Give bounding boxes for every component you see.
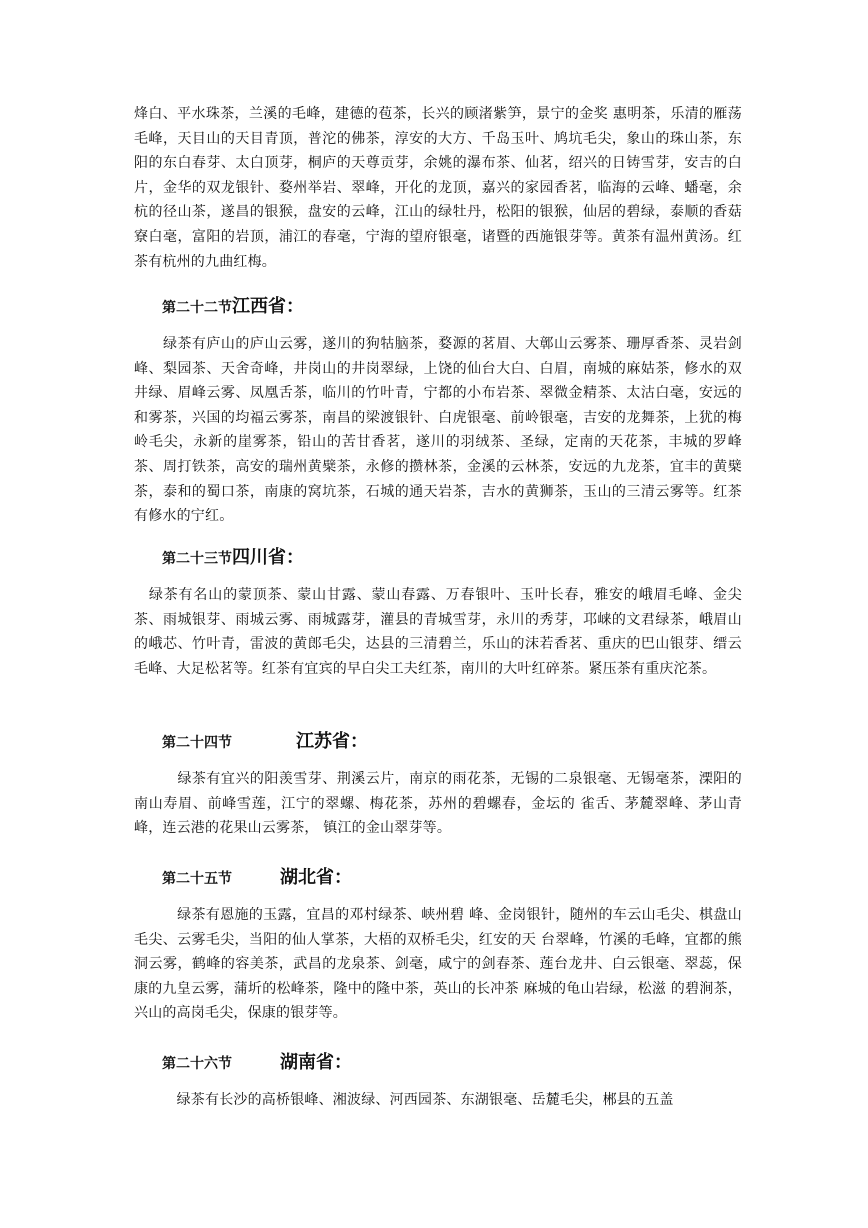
section-number: 第二十二节: [162, 300, 232, 316]
hubei-tea-paragraph: 绿茶有恩施的玉露，宜昌的邓村绿茶、峡州碧 峰、金岗银针，随州的车云山毛尖、棋盘山毛尖、云雾毛尖，当阳的仙人掌茶，大梧的双桥毛尖，红安的天 台翠峰，竹溪的毛峰，宜都的熊洞云雾，鹤峰的容美茶，武昌的龙泉茶、剑毫，咸宁的剑春茶、莲台龙井、白云银毫、翠蕊，保康的九皇云雾，蒲圻的松峰茶，隆中的隆中茶，英山的长冲茶 麻城的龟山岩绿，松滋 的碧涧茶，兴山的高岗毛尖，保康的银芽等。: [134, 907, 742, 1022]
province-name: 江西省：: [232, 296, 304, 317]
sichuan-tea-paragraph: 绿茶有名山的蒙顶茶、蒙山甘露、蒙山春露、万春银叶、玉叶长春，雅安的峨眉毛峰、金尖茶、雨城银芽、雨城云雾、雨城露芽，灌县的青城雪芽，永川的秀芽，邛崃的文君绿茶，峨眉山的峨芯、竹叶青，雷波的黄郎毛尖，达县的三清碧兰，乐山的沫若香茗、重庆的巴山银芽、缙云毛峰、大足松茗等。红茶有宜宾的早白尖工夫红茶，南川的大叶红碎茶。紧压茶有重庆沱茶。: [134, 587, 742, 677]
section-number: 第二十四节: [162, 735, 232, 751]
section-number: 第二十三节: [162, 551, 232, 567]
section-heading-23: [162, 546, 304, 571]
section-heading-24: [162, 730, 368, 755]
section-number: 第二十六节: [162, 1056, 232, 1072]
province-name: 四川省：: [232, 547, 304, 568]
hunan-tea-paragraph: 绿茶有长沙的高桥银峰、湘波绿、河西园茶、东湖银毫、岳麓毛尖，郴县的五盖: [134, 1092, 674, 1108]
jiangxi-tea-paragraph: 绿茶有庐山的庐山云雾，遂川的狗牯脑茶，婺源的茗眉、大鄣山云雾茶、珊厚香茶、灵岩剑峰、梨园茶、天舍奇峰，井岗山的井岗翠绿，上饶的仙台大白、白眉，南城的麻姑茶，修水的双井绿、眉峰云雾、凤凰舌茶，临川的竹叶青，宁都的小布岩茶、翠微金精茶、太沽白毫，安远的和雾茶，兴国的均福云雾茶，南昌的梁渡银针、白虎银毫、前岭银毫，吉安的龙舞茶，上犹的梅岭毛尖，永新的崖雾茶，铅山的苦甘香茗，遂川的羽绒茶、圣绿，定南的天花茶，丰城的罗峰茶、周打铁茶，高安的瑞州黄檗茶，永修的攒林茶，金溪的云林茶，安远的九龙茶，宜丰的黄檗茶，泰和的蜀口茶，南康的窝坑茶，石城的通天岩茶，吉水的黄狮茶，玉山的三清云雾等。红茶有修水的宁红。: [134, 336, 742, 525]
jiangsu-tea-paragraph: 绿茶有宜兴的阳羡雪芽、荆溪云片，南京的雨花茶，无锡的二泉银毫、无锡毫茶，溧阳的南山寿眉、前峰雪莲，江宁的翠螺、梅花茶，苏州的碧螺春，金坛的 雀舌、茅麓翠峰、茅山青峰，连云港的花果山云雾茶， 镇江的金山翠芽等。: [134, 771, 742, 837]
section-heading-26: [162, 1051, 352, 1076]
province-name: 湖南省：: [280, 1052, 352, 1073]
section-number: 第二十五节: [162, 871, 232, 887]
zhejiang-tea-paragraph: 烽白、平水珠茶，兰溪的毛峰，建德的苞茶，长兴的顾渚紫笋，景宁的金奖 惠明茶，乐清的雁荡毛峰，天目山的天目青顶，普沱的佛茶，淳安的大方、千岛玉叶、鸠坑毛尖，象山的珠山茶，东阳的东白春芽、太白顶芽，桐庐的天尊贡芽，余姚的瀑布茶、仙茗，绍兴的日铸雪芽，安吉的白片，金华的双龙银针、婺州举岩、翠峰，开化的龙顶，嘉兴的家园香茗，临海的云峰、蟠毫，余杭的径山茶，遂昌的银猴，盘安的云峰，江山的绿牡丹，松阳的银猴，仙居的碧绿，泰顺的香菇寮白毫，富阳的岩顶，浦江的春毫，宁海的望府银毫，诸暨的西施银芽等。黄茶有温州黄汤。红茶有杭州的九曲红梅。: [134, 106, 742, 270]
section-heading-25: [162, 866, 352, 891]
province-name: 湖北省：: [280, 867, 352, 888]
province-name: 江苏省：: [296, 731, 368, 752]
section-heading-22: [162, 295, 304, 320]
